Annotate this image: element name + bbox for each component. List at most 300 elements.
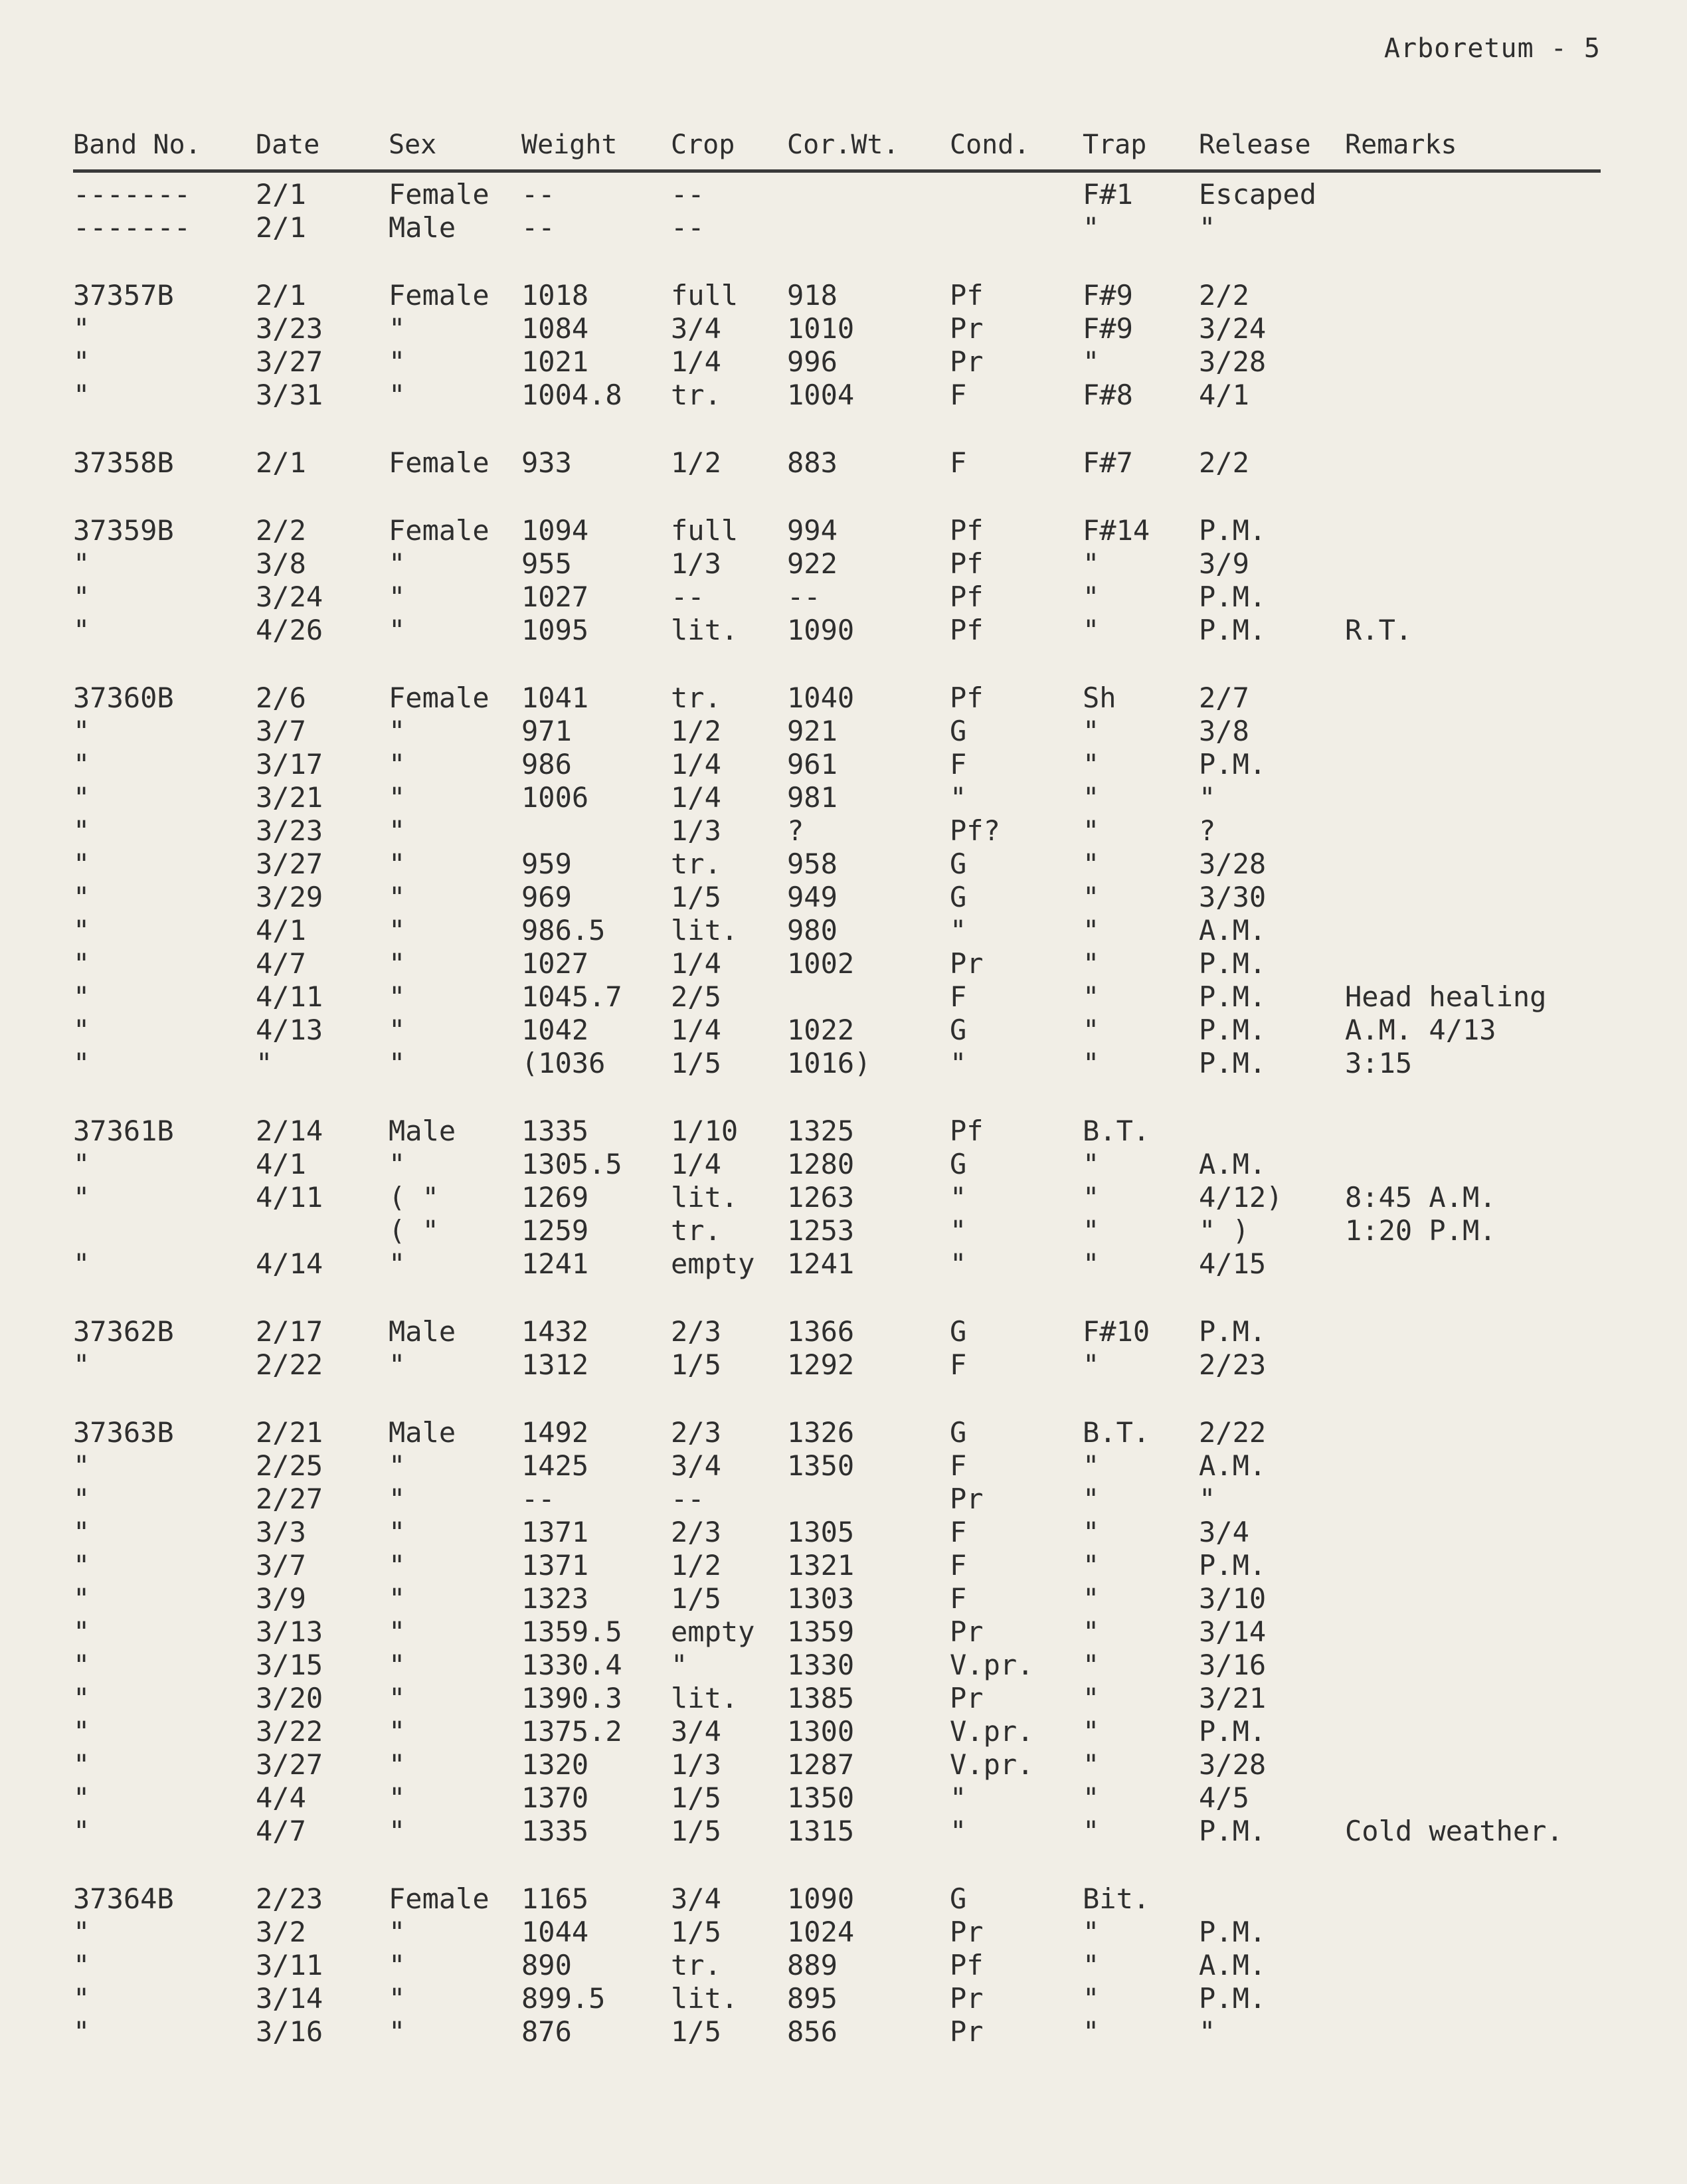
cell-cond: Pr (950, 1615, 984, 1648)
cell-sex: Male (389, 211, 456, 244)
cell-release: 4/15 (1199, 1247, 1267, 1280)
cell-cond: F (950, 1516, 967, 1548)
cell-cor-wt: 1004 (787, 379, 855, 411)
cell-band-no: 37364B (73, 1882, 174, 1915)
cell-sex: Female (389, 514, 489, 547)
cell-crop: " (671, 1649, 688, 1681)
cell-cond: Pr (950, 947, 984, 980)
cell-band-no: " (73, 814, 90, 847)
cell-date: 3/2 (256, 1916, 306, 1948)
table-row (73, 1815, 1601, 1848)
cell-cor-wt: 1303 (787, 1582, 855, 1615)
table-row (73, 1916, 1601, 1949)
cell-crop: tr. (671, 1214, 721, 1247)
cell-crop: tr. (671, 848, 721, 880)
cell-crop: 1/4 (671, 1148, 721, 1180)
cell-weight: 1370 (521, 1781, 589, 1814)
cell-crop: 1/4 (671, 345, 721, 378)
cell-weight: 1323 (521, 1582, 589, 1615)
cell-trap: B.T. (1083, 1115, 1150, 1147)
cell-date: 2/14 (256, 1115, 323, 1147)
cell-release: A.M. (1199, 1148, 1267, 1180)
cell-cor-wt: 958 (787, 848, 838, 880)
cell-band-no: " (73, 1615, 90, 1648)
table-row (73, 312, 1601, 345)
cell-crop: -- (671, 581, 705, 613)
cell-band-no: " (73, 1247, 90, 1280)
cell-cond: " (950, 1214, 967, 1247)
cell-cor-wt: 1330 (787, 1649, 855, 1681)
cell-weight: 969 (521, 881, 572, 913)
cell-band-no: " (73, 581, 90, 613)
cell-release: " ) (1199, 1214, 1249, 1247)
column-header-date: Date (256, 130, 320, 160)
page-header: Arboretum - 5 (1383, 33, 1601, 64)
cell-trap: " (1083, 1549, 1100, 1582)
cell-trap: " (1083, 1348, 1100, 1381)
cell-sex: Female (389, 682, 489, 714)
cell-trap: " (1083, 947, 1100, 980)
cell-trap: " (1083, 1615, 1100, 1648)
cell-crop: 1/3 (671, 547, 721, 580)
cell-weight: 1375.2 (521, 1715, 622, 1748)
cell-cor-wt: 895 (787, 1982, 838, 2015)
cell-cond: G (950, 715, 967, 747)
cell-release: 2/2 (1199, 279, 1249, 312)
table-row (73, 1516, 1601, 1549)
table-row (73, 1449, 1601, 1483)
cell-weight: 1095 (521, 614, 589, 646)
cell-band-no: " (73, 980, 90, 1013)
table-row (73, 1982, 1601, 2015)
group-spacer (73, 1080, 1601, 1115)
cell-cond: G (950, 1014, 967, 1046)
cell-cor-wt: ? (787, 814, 804, 847)
cell-release: P.M. (1199, 980, 1267, 1013)
cell-trap: " (1083, 1181, 1100, 1214)
cell-cond: Pf (950, 1949, 984, 1981)
cell-crop: empty (671, 1247, 755, 1280)
cell-date: 3/14 (256, 1982, 323, 2015)
cell-sex: ( " (389, 1214, 439, 1247)
cell-sex: " (389, 1483, 406, 1515)
cell-cor-wt: 1010 (787, 312, 855, 345)
cell-band-no: " (73, 1815, 90, 1847)
cell-trap: F#9 (1083, 312, 1133, 345)
cell-weight: 933 (521, 446, 572, 479)
cell-release: P.M. (1199, 581, 1267, 613)
cell-release: 3/4 (1199, 1516, 1249, 1548)
table-row (73, 947, 1601, 980)
cell-release: Escaped (1199, 178, 1317, 211)
banding-table (73, 130, 1601, 2048)
cell-release: P.M. (1199, 748, 1267, 780)
cell-sex: " (389, 814, 406, 847)
cell-sex: " (389, 1715, 406, 1748)
cell-sex: " (389, 1615, 406, 1648)
cell-cond: Pr (950, 1916, 984, 1948)
cell-weight: 1241 (521, 1247, 589, 1280)
cell-date: 4/11 (256, 1181, 323, 1214)
cell-release: 2/22 (1199, 1416, 1267, 1449)
cell-crop: 1/5 (671, 1815, 721, 1847)
cell-release: 3/24 (1199, 312, 1267, 345)
cell-crop: 3/4 (671, 1715, 721, 1748)
cell-crop: 1/10 (671, 1115, 739, 1147)
cell-weight: 1371 (521, 1549, 589, 1582)
cell-cond: F (950, 1549, 967, 1582)
table-row (73, 848, 1601, 881)
cell-crop: tr. (671, 1949, 721, 1981)
cell-sex: Female (389, 178, 489, 211)
group-spacer (73, 647, 1601, 682)
table-row (73, 1348, 1601, 1382)
cell-crop: 1/5 (671, 1582, 721, 1615)
cell-sex: " (389, 1649, 406, 1681)
table-row (73, 1781, 1601, 1815)
cell-crop: 1/4 (671, 748, 721, 780)
cell-weight: 1425 (521, 1449, 589, 1482)
cell-cond: V.pr. (950, 1649, 1034, 1681)
cell-trap: " (1083, 1014, 1100, 1046)
cell-crop: full (671, 514, 739, 547)
cell-cor-wt: 1024 (787, 1916, 855, 1948)
cell-sex: " (389, 980, 406, 1013)
cell-cor-wt: 1385 (787, 1682, 855, 1714)
table-row (73, 1549, 1601, 1582)
cell-band-no: " (73, 312, 90, 345)
cell-cond: G (950, 1416, 967, 1449)
cell-sex: " (389, 1748, 406, 1781)
cell-remarks: R.T. (1345, 614, 1413, 646)
cell-date: 3/16 (256, 2015, 323, 2048)
cell-band-no: " (73, 1582, 90, 1615)
cell-date: 4/26 (256, 614, 323, 646)
cell-band-no: " (73, 379, 90, 411)
table-row (73, 1214, 1601, 1247)
cell-cor-wt: 996 (787, 345, 838, 378)
cell-crop: 1/2 (671, 715, 721, 747)
cell-weight: -- (521, 1483, 555, 1515)
cell-date: 3/22 (256, 1715, 323, 1748)
cell-band-no: " (73, 2015, 90, 2048)
cell-crop: lit. (671, 1181, 739, 1214)
cell-weight: 1027 (521, 581, 589, 613)
cell-weight: -- (521, 178, 555, 211)
cell-band-no: " (73, 1949, 90, 1981)
cell-sex: ( " (389, 1181, 439, 1214)
cell-date: 2/1 (256, 279, 306, 312)
cell-release: P.M. (1199, 947, 1267, 980)
cell-date: 3/24 (256, 581, 323, 613)
cell-date: 3/7 (256, 715, 306, 747)
cell-release: 4/5 (1199, 1781, 1249, 1814)
cell-cor-wt: 994 (787, 514, 838, 547)
table-row (73, 1682, 1601, 1715)
cell-cond: Pf (950, 682, 984, 714)
cell-sex: " (389, 614, 406, 646)
cell-cor-wt: 981 (787, 781, 838, 814)
cell-date: 3/9 (256, 1582, 306, 1615)
cell-trap: " (1083, 1916, 1100, 1948)
cell-sex: " (389, 1549, 406, 1582)
cell-date: 4/7 (256, 1815, 306, 1847)
cell-cond: Pf (950, 279, 984, 312)
cell-cond: Pr (950, 1483, 984, 1515)
cell-sex: Male (389, 1315, 456, 1348)
cell-crop: lit. (671, 1682, 739, 1714)
cell-date: 4/1 (256, 914, 306, 947)
cell-release: 3/21 (1199, 1682, 1267, 1714)
cell-trap: " (1083, 748, 1100, 780)
cell-crop: 1/5 (671, 1047, 721, 1079)
table-row (73, 781, 1601, 814)
cell-date: 3/8 (256, 547, 306, 580)
cell-cond: Pr (950, 2015, 984, 2048)
cell-cond: F (950, 379, 967, 411)
cell-release: " (1199, 2015, 1216, 2048)
cell-cond: F (950, 446, 967, 479)
cell-trap: F#10 (1083, 1315, 1150, 1348)
cell-weight: 1084 (521, 312, 589, 345)
column-header-release: Release (1199, 130, 1311, 160)
cell-band-no: " (73, 1483, 90, 1515)
cell-release: P.M. (1199, 1014, 1267, 1046)
cell-trap: " (1083, 1781, 1100, 1814)
cell-cond: F (950, 748, 967, 780)
cell-band-no: " (73, 547, 90, 580)
cell-cond: F (950, 1582, 967, 1615)
cell-crop: empty (671, 1615, 755, 1648)
cell-trap: " (1083, 1815, 1100, 1847)
table-row (73, 446, 1601, 480)
table-row (73, 2015, 1601, 2048)
cell-crop: lit. (671, 914, 739, 947)
cell-date: 3/20 (256, 1682, 323, 1714)
cell-date: 4/4 (256, 1781, 306, 1814)
cell-cor-wt: 1253 (787, 1214, 855, 1247)
table-row (73, 514, 1601, 547)
cell-crop: 1/5 (671, 1916, 721, 1948)
cell-release: P.M. (1199, 1315, 1267, 1348)
cell-sex: " (389, 781, 406, 814)
cell-release: 2/7 (1199, 682, 1249, 714)
table-row (73, 1949, 1601, 1982)
cell-trap: " (1083, 980, 1100, 1013)
cell-release: 3/10 (1199, 1582, 1267, 1615)
cell-cor-wt: 856 (787, 2015, 838, 2048)
cell-release: P.M. (1199, 1815, 1267, 1847)
cell-cond: " (950, 1247, 967, 1280)
cell-release: 3/8 (1199, 715, 1249, 747)
column-header-sex: Sex (389, 130, 437, 160)
cell-trap: " (1083, 1682, 1100, 1714)
cell-weight: 1004.8 (521, 379, 622, 411)
table-row (73, 1014, 1601, 1047)
cell-crop: lit. (671, 1982, 739, 2015)
cell-crop: 1/2 (671, 446, 721, 479)
cell-release: " (1199, 1483, 1216, 1515)
table-row (73, 581, 1601, 614)
group-spacer (73, 244, 1601, 279)
cell-date: 4/14 (256, 1247, 323, 1280)
table-row (73, 1582, 1601, 1615)
cell-sex: " (389, 1348, 406, 1381)
table-row (73, 211, 1601, 244)
group-spacer (73, 412, 1601, 446)
cell-date: 3/13 (256, 1615, 323, 1648)
header-rule (73, 169, 1601, 173)
cell-date: 2/23 (256, 1882, 323, 1915)
cell-trap: " (1083, 814, 1100, 847)
cell-crop: tr. (671, 682, 721, 714)
cell-cor-wt: 883 (787, 446, 838, 479)
cell-sex: " (389, 881, 406, 913)
cell-trap: " (1083, 211, 1100, 244)
cell-sex: " (389, 748, 406, 780)
cell-sex: " (389, 312, 406, 345)
column-header-cond: Cond. (950, 130, 1030, 160)
group-spacer (73, 480, 1601, 514)
cell-band-no: 37360B (73, 682, 174, 714)
cell-trap: " (1083, 781, 1100, 814)
cell-date: 2/1 (256, 446, 306, 479)
cell-sex: " (389, 947, 406, 980)
cell-band-no: " (73, 1682, 90, 1714)
cell-band-no: 37363B (73, 1416, 174, 1449)
cell-release: 3/16 (1199, 1649, 1267, 1681)
table-row (73, 1416, 1601, 1449)
cell-weight: 1305.5 (521, 1148, 622, 1180)
cell-remarks: 8:45 A.M. (1345, 1181, 1496, 1214)
cell-cor-wt: 1263 (787, 1181, 855, 1214)
cell-sex: " (389, 1781, 406, 1814)
cell-crop: lit. (671, 614, 739, 646)
cell-cor-wt: 1002 (787, 947, 855, 980)
cell-cond: Pr (950, 345, 984, 378)
cell-release: 2/23 (1199, 1348, 1267, 1381)
cell-release: P.M. (1199, 514, 1267, 547)
column-header-weight: Weight (521, 130, 618, 160)
cell-cond: Pf? (950, 814, 1000, 847)
table-row (73, 1715, 1601, 1748)
table-row (73, 881, 1601, 914)
cell-weight: 1027 (521, 947, 589, 980)
table-row (73, 1748, 1601, 1781)
cell-cond: " (950, 1815, 967, 1847)
cell-trap: " (1083, 1715, 1100, 1748)
cell-band-no: 37359B (73, 514, 174, 547)
cell-trap: B.T. (1083, 1416, 1150, 1449)
cell-cor-wt: 921 (787, 715, 838, 747)
cell-release: A.M. (1199, 914, 1267, 947)
cell-cond: " (950, 1181, 967, 1214)
cell-crop: 1/5 (671, 2015, 721, 2048)
cell-band-no: " (73, 1748, 90, 1781)
cell-sex: " (389, 1682, 406, 1714)
table-row (73, 178, 1601, 211)
table-row (73, 1247, 1601, 1281)
cell-date: 3/15 (256, 1649, 323, 1681)
cell-date: 2/1 (256, 178, 306, 211)
cell-sex: " (389, 345, 406, 378)
cell-band-no: " (73, 1348, 90, 1381)
cell-cond: G (950, 1882, 967, 1915)
table-row (73, 614, 1601, 647)
table-row (73, 1882, 1601, 1916)
group-spacer (73, 1848, 1601, 1882)
cell-weight: 1335 (521, 1115, 589, 1147)
cell-band-no: " (73, 614, 90, 646)
cell-sex: " (389, 1047, 406, 1079)
cell-cor-wt: 980 (787, 914, 838, 947)
cell-cor-wt: 1022 (787, 1014, 855, 1046)
cell-cor-wt: 961 (787, 748, 838, 780)
cell-trap: F#9 (1083, 279, 1133, 312)
cell-band-no: " (73, 1781, 90, 1814)
cell-cor-wt: 1321 (787, 1549, 855, 1582)
cell-weight: 1259 (521, 1214, 589, 1247)
cell-release: " (1199, 781, 1216, 814)
column-header-crop: Crop (671, 130, 735, 160)
cell-sex: " (389, 1582, 406, 1615)
cell-band-no: " (73, 748, 90, 780)
cell-weight: 955 (521, 547, 572, 580)
cell-sex: Female (389, 279, 489, 312)
cell-band-no: " (73, 947, 90, 980)
cell-date: " (256, 1047, 273, 1079)
cell-crop: 1/5 (671, 1348, 721, 1381)
cell-cond: F (950, 1449, 967, 1482)
cell-trap: " (1083, 1449, 1100, 1482)
cell-remarks: 3:15 (1345, 1047, 1413, 1079)
cell-cor-wt: 1292 (787, 1348, 855, 1381)
cell-band-no: 37361B (73, 1115, 174, 1147)
cell-trap: Sh (1083, 682, 1116, 714)
cell-band-no: " (73, 1181, 90, 1214)
cell-trap: " (1083, 1516, 1100, 1548)
cell-crop: -- (671, 1483, 705, 1515)
cell-crop: -- (671, 211, 705, 244)
cell-trap: Bit. (1083, 1882, 1150, 1915)
cell-cond: Pf (950, 1115, 984, 1147)
cell-weight: 1320 (521, 1748, 589, 1781)
table-body (73, 178, 1601, 2048)
cell-crop: 1/5 (671, 881, 721, 913)
cell-band-no: " (73, 715, 90, 747)
cell-sex: Female (389, 446, 489, 479)
cell-release: P.M. (1199, 1047, 1267, 1079)
cell-weight: 971 (521, 715, 572, 747)
cell-cond: V.pr. (950, 1748, 1034, 1781)
table-row (73, 914, 1601, 947)
table-row (73, 1181, 1601, 1214)
cell-weight: 1390.3 (521, 1682, 622, 1714)
cell-cor-wt: 949 (787, 881, 838, 913)
cell-weight: (1036 (521, 1047, 606, 1079)
cell-weight: 1269 (521, 1181, 589, 1214)
cell-cond: Pr (950, 1982, 984, 2015)
cell-crop: 3/4 (671, 1449, 721, 1482)
cell-cond: Pf (950, 581, 984, 613)
cell-cond: " (950, 1781, 967, 1814)
table-row (73, 1615, 1601, 1649)
cell-sex: " (389, 379, 406, 411)
table-row (73, 345, 1601, 379)
cell-trap: " (1083, 2015, 1100, 2048)
cell-trap: F#14 (1083, 514, 1150, 547)
cell-trap: F#7 (1083, 446, 1133, 479)
